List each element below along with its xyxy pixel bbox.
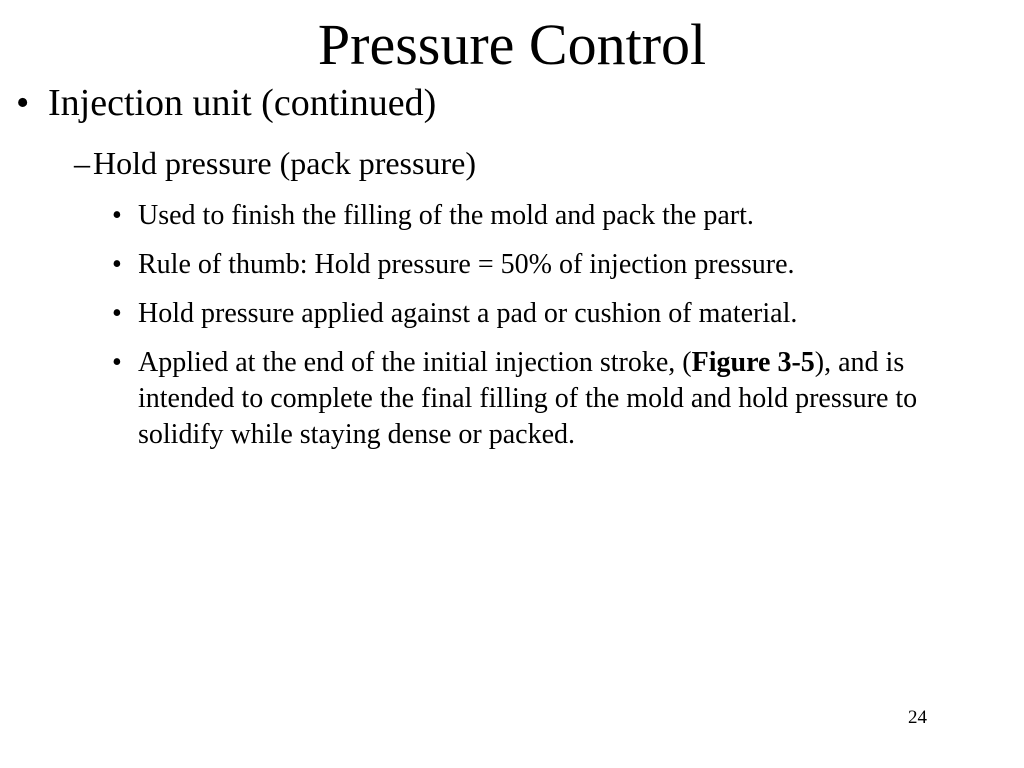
bullet-level-3-list <box>112 198 992 466</box>
bullet-glyph: • <box>16 82 30 124</box>
dash-glyph: – <box>74 145 90 181</box>
bullet-level-2-text: Hold pressure (pack pressure) <box>93 145 476 181</box>
bullet-level-2 <box>74 143 476 183</box>
bullet-level-1-text: Injection unit (continued) <box>48 82 437 124</box>
bullet-level-3-text <box>138 345 992 453</box>
bullet-level-1 <box>16 80 436 126</box>
text-after-figure-ref: ), and is intended to complete the final filling of the mold and hold pressure to solidify while staying dense or packed. <box>138 347 918 450</box>
bullet-level-3-text: Hold pressure applied against a pad or cushion of material. <box>138 298 798 329</box>
figure-reference: Figure 3-5 <box>691 347 815 378</box>
bullet-glyph: • <box>112 249 122 280</box>
bullet-level-3-text: Used to finish the filling of the mold and pack the part. <box>138 200 754 231</box>
page-number: 24 <box>908 707 927 728</box>
bullet-level-3-item <box>112 296 992 332</box>
bullet-level-3-text: Rule of thumb: Hold pressure = 50% of injection pressure. <box>138 249 795 280</box>
bullet-glyph: • <box>112 347 122 378</box>
slide-title: Pressure Control <box>317 12 707 77</box>
bullet-level-3-item <box>112 198 992 234</box>
text-before-figure-ref: Applied at the end of the initial injection stroke, ( <box>138 347 692 378</box>
bullet-level-3-item <box>112 247 992 283</box>
bullet-glyph: • <box>112 298 122 329</box>
bullet-glyph: • <box>112 200 122 231</box>
bullet-level-3-item <box>112 345 992 453</box>
